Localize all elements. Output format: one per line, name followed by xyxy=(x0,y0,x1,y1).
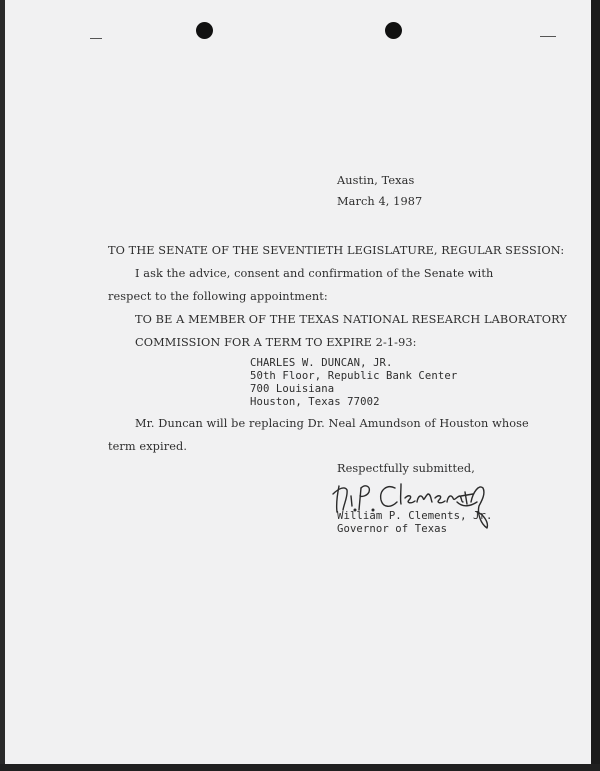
scan-mark xyxy=(540,36,556,37)
letter-page xyxy=(5,0,591,764)
letter-date: March 4, 1987 xyxy=(337,195,423,208)
scan-edge-right xyxy=(591,0,600,771)
appointment-line: COMMISSION FOR A TERM TO EXPIRE 2-1-93: xyxy=(135,336,417,349)
appointment-line: TO BE A MEMBER OF THE TEXAS NATIONAL RESEARCH LABORATORY xyxy=(135,313,567,326)
letter-closing: Respectfully submitted, xyxy=(337,462,475,475)
appointee-address: 700 Louisiana xyxy=(250,383,335,395)
signer-name: William P. Clements, Jr. xyxy=(337,510,493,522)
signer-title: Governor of Texas xyxy=(337,523,448,535)
paragraph-line: Mr. Duncan will be replacing Dr. Neal Amundson of Houston whose xyxy=(135,417,529,430)
appointee-name: CHARLES W. DUNCAN, JR. xyxy=(250,357,393,369)
paragraph-line: term expired. xyxy=(108,440,188,453)
scan-mark xyxy=(90,38,102,39)
appointee-address: 50th Floor, Republic Bank Center xyxy=(250,370,458,382)
letter-salutation: TO THE SENATE OF THE SEVENTIETH LEGISLATURE, REGULAR SESSION: xyxy=(108,244,565,257)
punch-hole-left xyxy=(196,22,213,39)
paragraph-line: I ask the advice, consent and confirmation of the Senate with xyxy=(135,267,494,280)
scan-edge-bottom xyxy=(0,764,600,771)
punch-hole-right xyxy=(385,22,402,39)
appointee-city: Houston, Texas 77002 xyxy=(250,396,380,408)
paragraph-line: respect to the following appointment: xyxy=(108,290,328,303)
letter-place: Austin, Texas xyxy=(337,174,415,187)
